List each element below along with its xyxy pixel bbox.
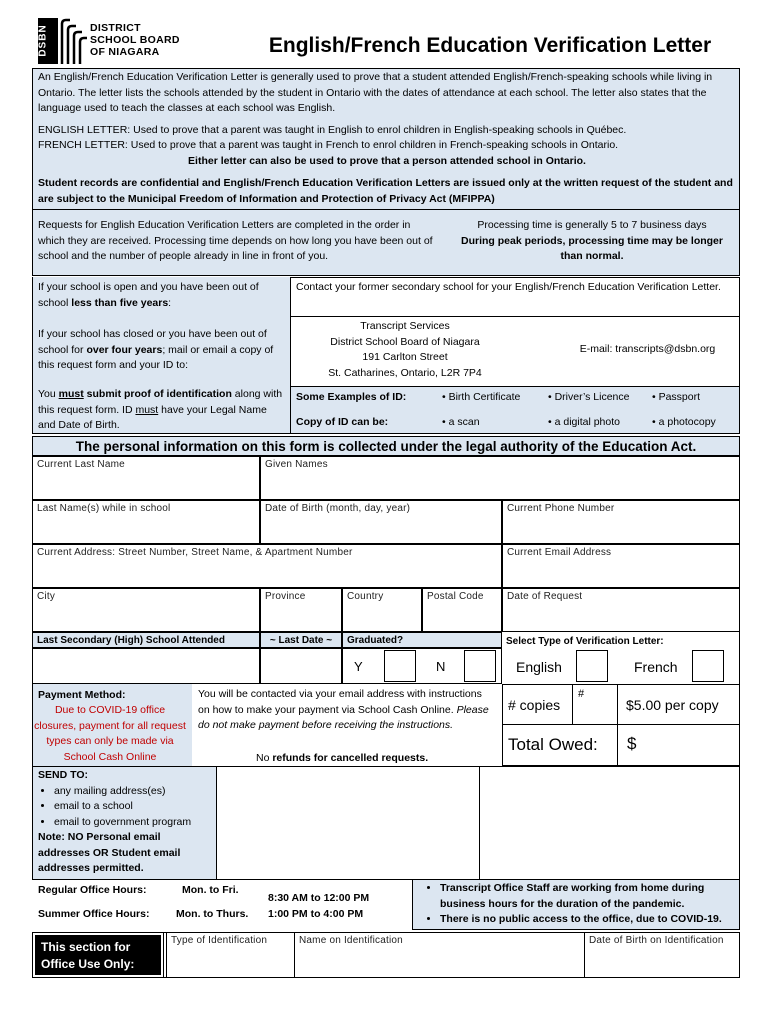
intro-text: An English/French Education Verification Letter is generally used to prove that a student attended English/French-speaking schools while living in Ontario. The letter lists the schools attended by the student in Ontario with the dates of attendance at each school. The letter also states that the language used to teach the classes at each school was English. ENGLISH LETTER: Used to prove that a parent was taught in English to enrol children in English-speaking schools in Québec. FRENCH LETTER: Used to prove that a parent was taught in French to enrol children in French-speaking schools in Ontario. Either letter can also be used to prove that a person attended school in Ontario. Student records are confidential and English/French Education Verification Letters are issued only at the written request of the student and are subject to the Municipal Freedom of Information and Protection of Privacy Act (MFIPPA) — [38, 71, 733, 205]
graduated-no-label: N — [436, 659, 446, 674]
dsbn-logo — [38, 18, 188, 66]
field-given-names[interactable]: Given Names — [260, 456, 740, 500]
examples-label: Some Examples of ID: — [296, 391, 407, 403]
processing-right: Processing time is generally 5 to 7 business days During peak periods, processing time may be longer than normal. — [461, 219, 723, 262]
regular-hours-label: Regular Office Hours: — [38, 884, 147, 896]
field-province[interactable]: Province — [260, 588, 342, 632]
office-type-id[interactable]: Type of Identification — [166, 933, 294, 977]
field-postal-code[interactable]: Postal Code — [422, 588, 502, 632]
total-owed-label: Total Owed: — [508, 735, 598, 754]
divider — [32, 209, 740, 210]
logo-bars-icon — [60, 18, 88, 66]
copies-input[interactable]: # — [578, 688, 585, 700]
mailing-address: Transcript Services District School Board of Niagara 191 Carlton Street St. Catharines, Ontario, L2R 7P4 — [328, 320, 482, 379]
example-drivers-licence: • Driver’s Licence — [548, 391, 630, 403]
field-country[interactable]: Country — [342, 588, 422, 632]
field-last-school[interactable] — [32, 648, 260, 684]
open-school-instruction: Contact your former secondary school for your English/French Education Verification Letter. — [296, 281, 721, 293]
divider — [572, 684, 573, 724]
payment-instructions: You will be contacted via your email address with instructions on how to make your payment via School Cash Online. Please do not make payment before receiving the instructions. — [198, 688, 489, 731]
covid-notice-text: • Transcript Office Staff are working from home during business hours for the duration of the pandemic. • There is no public access to the office, due to COVID-19. — [416, 881, 736, 928]
last-date-label: ~ Last Date ~ — [260, 632, 342, 648]
copy-photocopy: • a photocopy — [652, 416, 716, 428]
last-school-label: Last Secondary (High) School Attended — [32, 632, 260, 648]
field-address[interactable]: Current Address: Street Number, Street Name, & Apartment Number — [32, 544, 502, 588]
graduated-no-checkbox[interactable] — [464, 650, 496, 682]
open-school-text: If your school is open and you have been out of school less than five years: — [38, 281, 259, 309]
graduated-label: Graduated? — [342, 632, 502, 648]
field-last-date[interactable] — [260, 648, 342, 684]
copy-label: Copy of ID can be: — [296, 416, 389, 428]
send-to-field-1[interactable] — [218, 767, 480, 879]
graduated-yes-label: Y — [354, 659, 363, 674]
field-phone[interactable]: Current Phone Number — [502, 500, 740, 544]
send-to-school: • email to a school — [54, 799, 214, 815]
summer-hours-days: Mon. to Thurs. — [176, 908, 249, 920]
example-passport: • Passport — [652, 391, 701, 403]
office-use-label: This section for Office Use Only: — [33, 933, 163, 977]
divider — [617, 684, 618, 766]
price-per-copy: $5.00 per copy — [626, 697, 719, 713]
field-current-last-name[interactable]: Current Last Name — [32, 456, 260, 500]
office-dob-id[interactable]: Date of Birth on Identification — [584, 933, 739, 977]
send-to-government: • email to government program — [54, 815, 214, 831]
closed-school-text: If your school has closed or you have been out of school for over four years; mail or email a copy of this request form and your ID to: — [38, 328, 274, 371]
field-date-of-birth[interactable]: Date of Birth (month, day, year) — [260, 500, 502, 544]
select-type-label: Select Type of Verification Letter: — [506, 636, 664, 647]
copy-digital-photo: • a digital photo — [548, 416, 620, 428]
field-date-of-request[interactable]: Date of Request — [502, 588, 740, 632]
copies-label: # copies — [508, 697, 561, 713]
graduated-yes-checkbox[interactable] — [384, 650, 416, 682]
send-to-field-2[interactable] — [481, 767, 739, 879]
office-email[interactable]: E-mail: transcripts@dsbn.org — [579, 343, 716, 355]
proof-of-id-text: You must submit proof of identification along with this request form. ID must have your Legal Name and Date of Birth. — [38, 388, 283, 431]
field-email[interactable]: Current Email Address — [502, 544, 740, 588]
processing-left: Requests for English Education Verification Letters are completed in the order in which they are received. Processing time depends on how long you have been out of school and the number of people already in line in front of you. — [38, 219, 433, 262]
copy-scan: • a scan — [442, 416, 480, 428]
no-refunds-text: No refunds for cancelled requests. — [256, 752, 429, 764]
hours-afternoon: 1:00 PM to 4:00 PM — [268, 908, 364, 920]
legal-banner: The personal information on this form is collected under the legal authority of the Education Act. — [32, 436, 740, 456]
page-title: English/French Education Verification Letter — [268, 34, 712, 57]
type-box — [502, 632, 740, 684]
summer-hours-label: Summer Office Hours: — [38, 908, 150, 920]
org-name: DISTRICT SCHOOL BOARD OF NIAGARA — [90, 22, 180, 58]
field-city[interactable]: City — [32, 588, 260, 632]
send-to-text: SEND TO: • any mailing address(es) • email to a school • email to government program Note: NO Personal email addresses OR Student email addresses permitted. — [38, 768, 214, 877]
send-to-mailing: • any mailing address(es) — [54, 784, 214, 800]
payment-method-label: Payment Method: — [38, 689, 126, 701]
divider — [502, 724, 740, 725]
hours-morning: 8:30 AM to 12:00 PM — [268, 892, 370, 904]
field-last-name-school[interactable]: Last Name(s) while in school — [32, 500, 260, 544]
english-label: English — [516, 659, 562, 675]
logo-mark: DSBN — [38, 18, 58, 64]
office-name-id[interactable]: Name on Identification — [294, 933, 584, 977]
french-label: French — [634, 659, 678, 675]
example-birth-certificate: • Birth Certificate — [442, 391, 521, 403]
regular-hours-days: Mon. to Fri. — [182, 884, 239, 896]
total-owed-input[interactable]: $ — [627, 734, 637, 753]
covid-payment-note: Due to COVID-19 office closures, payment for all request types can only be made via School Cash Online — [34, 704, 186, 763]
divider — [290, 316, 740, 317]
